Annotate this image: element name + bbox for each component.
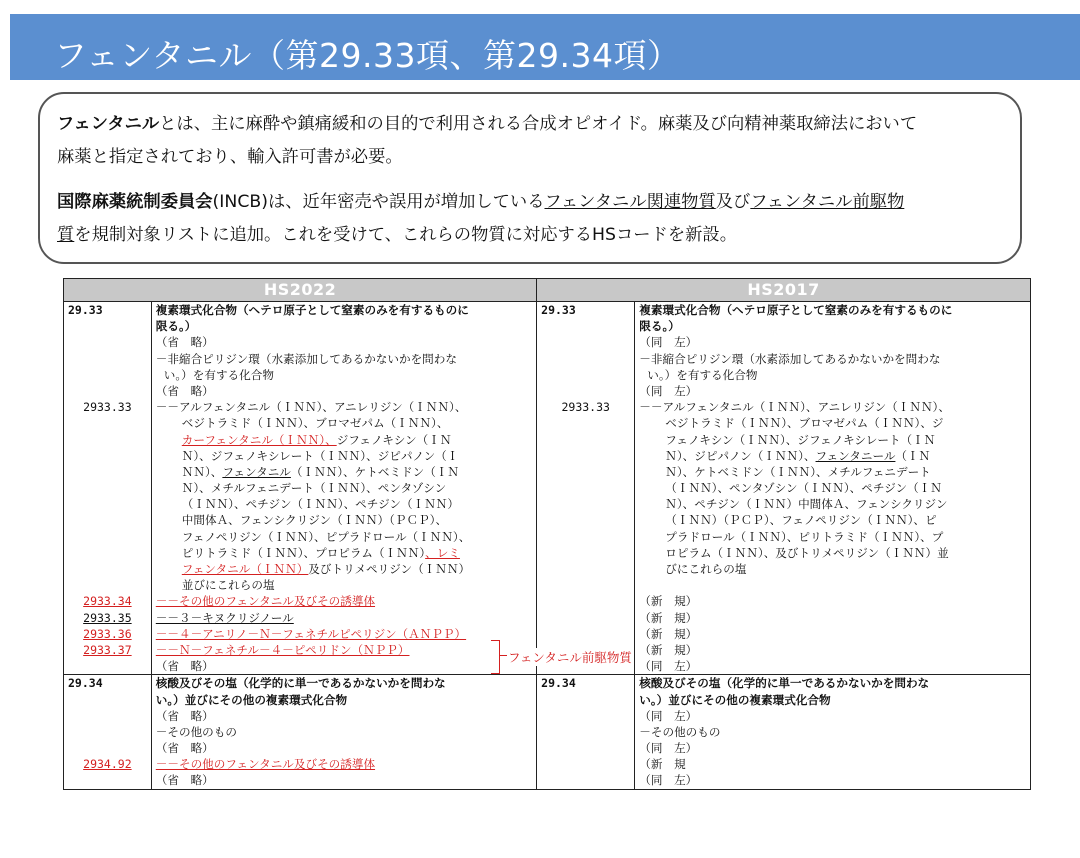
description-text: ピリトラミド（ＩＮＮ）、プロピラム（ＩＮＮ）: [181, 545, 426, 560]
hs2017-description-column: [635, 675, 1031, 789]
subheading-code: 2933.33: [561, 400, 610, 415]
description-line: （ＩＮＮ）（ＰＣＰ）、フェノペリジン（ＩＮＮ）、ピ: [665, 513, 937, 528]
description-line: フェノキシン（ＩＮＮ）、ジフェノキシレート（ＩＮ: [665, 432, 936, 447]
description-line: 並びにこれらの塩: [181, 578, 275, 593]
description-text: （ＩＮＮ）、ケトベミドン（ＩＮ: [290, 464, 460, 479]
description-line: －非縮合ピリジン環（水素添加してあるかないかを問わな: [639, 351, 941, 366]
description-line: プラドロール（ＩＮＮ）、ピリトラミド（ＩＮＮ）、プ: [665, 529, 944, 544]
description-line: フェノペリジン（ＩＮＮ）、ピプラドロール（ＩＮＮ）、: [181, 529, 471, 544]
new-note: （新 規: [639, 757, 686, 772]
table-row-2934: [64, 675, 1031, 789]
subheading-code-new: 2933.36: [83, 626, 132, 641]
intro-text: を規制対象リストに追加。これを受けて、これらの物質に対応するHSコードを新設。: [74, 225, 737, 245]
intro-paragraph-1: [57, 108, 1032, 174]
incb-term: 国際麻薬統制委員会: [57, 192, 213, 212]
new-description-line: －－その他のフェンタニル及びその誘導体: [155, 757, 376, 772]
description-line: い。）を有する化合物: [647, 367, 758, 382]
heading-title: 限る。）: [155, 319, 197, 334]
hs2017-code-column: [537, 302, 635, 675]
hs2017-description-column: [635, 302, 1031, 675]
subheading-code-new: 2934.92: [83, 757, 132, 772]
description-line: －－アルフェンタニル（ＩＮＮ）、アニレリジン（ＩＮＮ）、: [639, 400, 950, 415]
description-line: [639, 448, 1026, 464]
heading-code: 29.34: [68, 676, 103, 691]
heading-title: 核酸及びその塩（化学的に単一であるかないかを問わな: [639, 676, 930, 691]
precursor-annotation-label: フェンタニル前駆物質: [508, 650, 632, 665]
heading-code: 29.33: [68, 303, 103, 317]
description-line: （ＩＮＮ）、ペチジン（ＩＮＮ）、ペチジン（ＩＮＮ）: [181, 497, 459, 512]
description-line: Ｎ）、ケトベミドン（ＩＮＮ）、メチルフェニデート: [665, 464, 931, 479]
related-substances-term: フェンタニル関連物質: [544, 192, 716, 212]
intro-paragraph-2: [57, 186, 1032, 252]
header-hs2017: HS2017: [537, 279, 1031, 302]
intro-text: 及び: [715, 192, 751, 212]
description-line: い。）を有する化合物: [163, 367, 274, 382]
new-description-line: －－４－アニリノ－Ｎ－フェネチルピペリジン（ＡＮＰＰ）: [155, 626, 467, 641]
hs2022-description-column: [151, 675, 536, 789]
new-description-line: －－Ｎ－フェネチル－４－ピペリドン（ＮＰＰ）: [155, 642, 410, 657]
description-line: －非縮合ピリジン環（水素添加してあるかないかを問わな: [155, 351, 457, 366]
description-text: ＮＮ）、: [181, 464, 223, 479]
carfentanil-added: カーフェンタニル（ＩＮＮ）、: [181, 432, 337, 447]
precursor-term-end: 質: [57, 225, 75, 245]
description-text: ジフェノキシン（ＩＮ: [336, 432, 452, 447]
table-row-2933: [64, 302, 1031, 675]
description-line: －－３－キヌクリジノール: [155, 610, 294, 625]
subheading-code: 2933.35: [83, 610, 132, 625]
intro-text: 麻薬と指定されており、輸入許可書が必要。: [57, 147, 403, 167]
subheading-code-new: 2933.37: [83, 642, 132, 657]
new-note: （新 規）: [639, 626, 698, 641]
same-note: （同 左）: [639, 383, 698, 398]
remifentanil-added: フェンタニル（ＩＮＮ）: [181, 562, 309, 576]
heading-code: 29.34: [541, 676, 576, 691]
hs2017-code-column: [537, 675, 635, 789]
page-title: フェンタニル（第29.33項、第29.34項）: [54, 36, 681, 75]
new-note: （新 規）: [639, 610, 698, 625]
description-line: Ｎ）、メチルフェニデート（ＩＮＮ）、ペンタゾシン: [181, 481, 447, 496]
fentanil-underlined: フェンタニール: [815, 448, 896, 463]
heading-code: 29.33: [541, 303, 576, 317]
description-line: ベジトラミド（ＩＮＮ）、ブロマゼパム（ＩＮＮ）、: [181, 416, 449, 431]
description-text: Ｎ）、ジピパノン（ＩＮＮ）、: [665, 448, 816, 463]
hs2022-description-column: [151, 302, 536, 675]
description-line: びにこれらの塩: [665, 562, 747, 576]
subheading-code-new: 2933.34: [83, 594, 132, 609]
description-line: [156, 561, 532, 577]
new-note: （新 規）: [639, 642, 698, 657]
description-text: （ＩＮ: [895, 448, 931, 463]
omitted-note: （省 略）: [155, 383, 214, 398]
heading-title: 複素環式化合物（ヘテロ原子として窒素のみを有するものに: [155, 303, 469, 317]
header-hs2022: HS2022: [64, 279, 537, 302]
same-note: （同 左）: [639, 659, 698, 674]
precursor-bracket: [491, 640, 500, 674]
hs-comparison-table: [63, 278, 1031, 790]
same-note: （同 左）: [639, 335, 698, 350]
hs2022-code-column: [64, 302, 152, 675]
omitted-note: （省 略）: [155, 741, 214, 756]
hs2022-code-column: [64, 675, 152, 789]
heading-title: 複素環式化合物（ヘテロ原子として窒素のみを有するものに: [639, 303, 953, 317]
description-line: －その他のもの: [155, 724, 237, 739]
heading-title: 限る。）: [639, 319, 680, 334]
same-note: （同 左）: [639, 773, 698, 788]
description-line: [156, 464, 532, 480]
description-text: 及びトリメペリジン（ＩＮＮ）: [308, 562, 471, 576]
fentanyl-underlined: フェンタニル: [222, 464, 291, 479]
table-header-row: [64, 279, 1031, 302]
description-line: Ｎ）、ジフェノキシレート（ＩＮＮ）、ジピパノン（Ｉ: [181, 448, 459, 463]
precursor-term: フェンタニル前駆物: [750, 192, 905, 212]
heading-title: い。）並びにその他の複素環式化合物: [639, 692, 831, 707]
subheading-code: 2933.33: [83, 400, 132, 415]
new-description-line: －－その他のフェンタニル及びその誘導体: [155, 594, 376, 609]
description-line: （ＩＮＮ）、ペンタゾシン（ＩＮＮ）、ペチジン（ＩＮ: [665, 481, 942, 496]
omitted-note: （省 略）: [155, 708, 214, 723]
description-line: Ｎ）、ペチジン（ＩＮＮ）中間体Ａ、フェンシクリジン: [665, 497, 948, 512]
remifentanil-added: 、レミ: [425, 545, 460, 560]
intro-text: (INCB)は、近年密売や誤用が増加している: [212, 192, 545, 212]
precursor-bracket-tick: [500, 655, 507, 656]
description-line: ロピラム（ＩＮＮ）、及びトリメペリジン（ＩＮＮ）並: [665, 545, 949, 560]
same-note: （同 左）: [639, 741, 698, 756]
omitted-note: （省 略）: [155, 773, 214, 788]
description-line: －その他のもの: [639, 724, 721, 739]
fentanyl-term: フェンタニル: [57, 114, 160, 134]
heading-title: 核酸及びその塩（化学的に単一であるかないかを問わな: [155, 676, 446, 691]
description-line: ベジトラミド（ＩＮＮ）、ブロマゼパム（ＩＮＮ）、ジ: [665, 416, 944, 431]
same-note: （同 左）: [639, 708, 698, 723]
description-line: [156, 545, 532, 561]
omitted-note: （省 略）: [155, 335, 214, 350]
description-line: [156, 432, 532, 448]
heading-title: い。）並びにその他の複素環式化合物: [155, 692, 348, 707]
new-note: （新 規）: [639, 594, 698, 609]
description-line: －－アルフェンタニル（ＩＮＮ）、アニレリジン（ＩＮＮ）、: [155, 400, 467, 415]
intro-text: とは、主に麻酔や鎮痛緩和の目的で利用される合成オピオイド。麻薬及び向精神薬取締法において: [159, 114, 918, 134]
description-line: 中間体Ａ、フェンシクリジン（ＩＮＮ）（ＰＣＰ）、: [181, 513, 448, 528]
omitted-note: （省 略）: [155, 659, 214, 674]
title-banner: [10, 14, 1080, 80]
